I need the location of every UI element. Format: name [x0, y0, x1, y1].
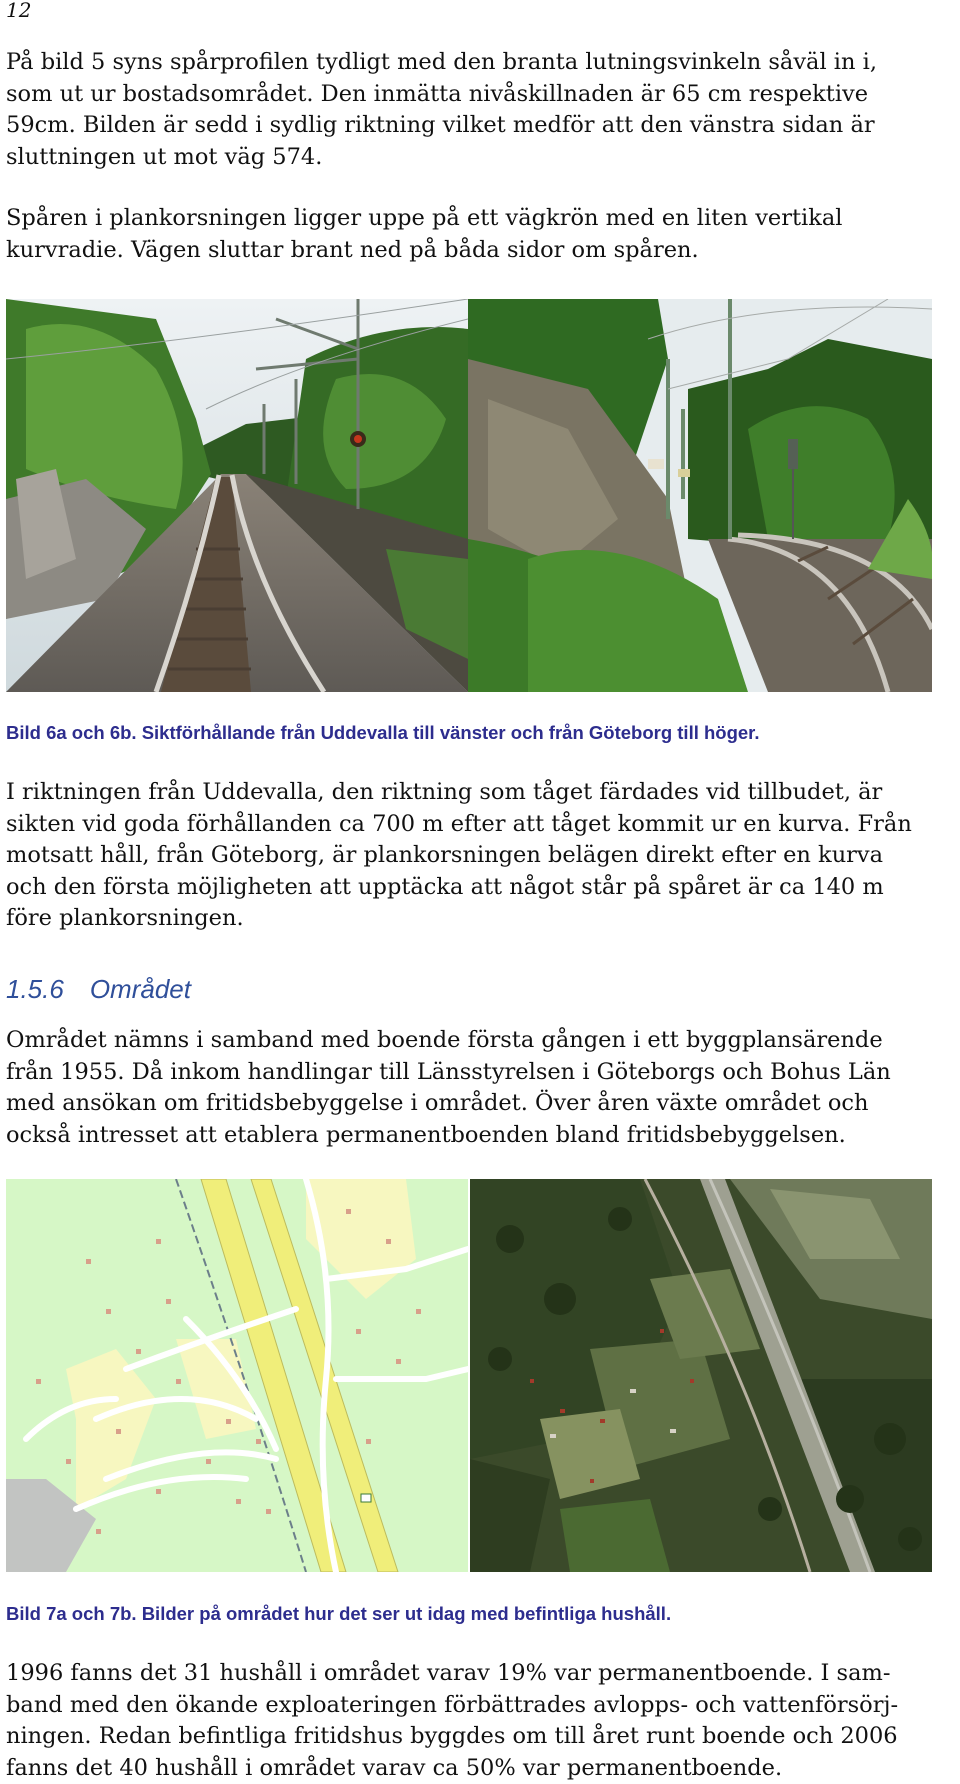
- section-heading: [6, 974, 191, 1005]
- photo-6a-track-view: [6, 299, 468, 692]
- paragraph-households: 1996 fanns det 31 hushåll i området varav 19% var permanentboende. I sam- band med den ökande exploateringen förbättrades avlopps- och vattenförsörj- ningen. Redan befintliga fritidshus byggdes om till året runt boende och 2006 fanns det 40 hushåll i området varav ca 50% var permanentboende.: [6, 1660, 899, 1781]
- paragraph-track-profile: På bild 5 syns spårprofilen tydligt med den branta lutningsvinkeln såväl in i, som ut ur bostadsområdet. Den inmätta nivåskillnaden är 65 cm respektive 59cm. Bilden är sedd i sydlig riktning vilket medför att den vänstra sidan är sluttningen ut mot väg 574.: [6, 49, 877, 170]
- caption-bild-7: Bild 7a och 7b. Bilder på området hur det ser ut idag med befintliga hushåll.: [6, 1603, 672, 1624]
- map-7a-area: [6, 1179, 468, 1572]
- paragraph-sight-distance: I riktningen från Uddevalla, den riktning som tåget färdades vid tillbudet, är sikten vid goda förhållanden ca 700 m efter att tåget kommit ur en kurva. Från motsatt håll, från Göteborg, är plankorsningen belägen direkt efter en kurva och den första möjligheten att upptäcka att något står på spåret är ca 140 m före plankorsningen.: [6, 779, 912, 931]
- section-title: Området: [89, 974, 191, 1004]
- photo-6b-track-view: [468, 299, 932, 692]
- paragraph-area-history: Området nämns i samband med boende första gången i ett byggplansärende från 1955. Då inkom handlingar till Länsstyrelsen i Göteborgs och Bohus Län med ansökan om fritidsbebyggelse i området. Över åren växte området och också intresset att etablera permanentboenden bland fritidsbebyggelsen.: [6, 1027, 891, 1148]
- paragraph-crossing-crest: Spåren i plankorsningen ligger uppe på ett vägkrön med en liten vertikal kurvradie. Vägen sluttar brant ned på båda sidor om spåren.: [6, 205, 843, 263]
- aerial-photo-7b-area: [470, 1179, 932, 1572]
- section-number: 1.5.6: [6, 974, 64, 1004]
- page-number: 12: [6, 0, 32, 22]
- caption-bild-6: Bild 6a och 6b. Siktförhållande från Uddevalla till vänster och från Göteborg till höger.: [6, 722, 760, 743]
